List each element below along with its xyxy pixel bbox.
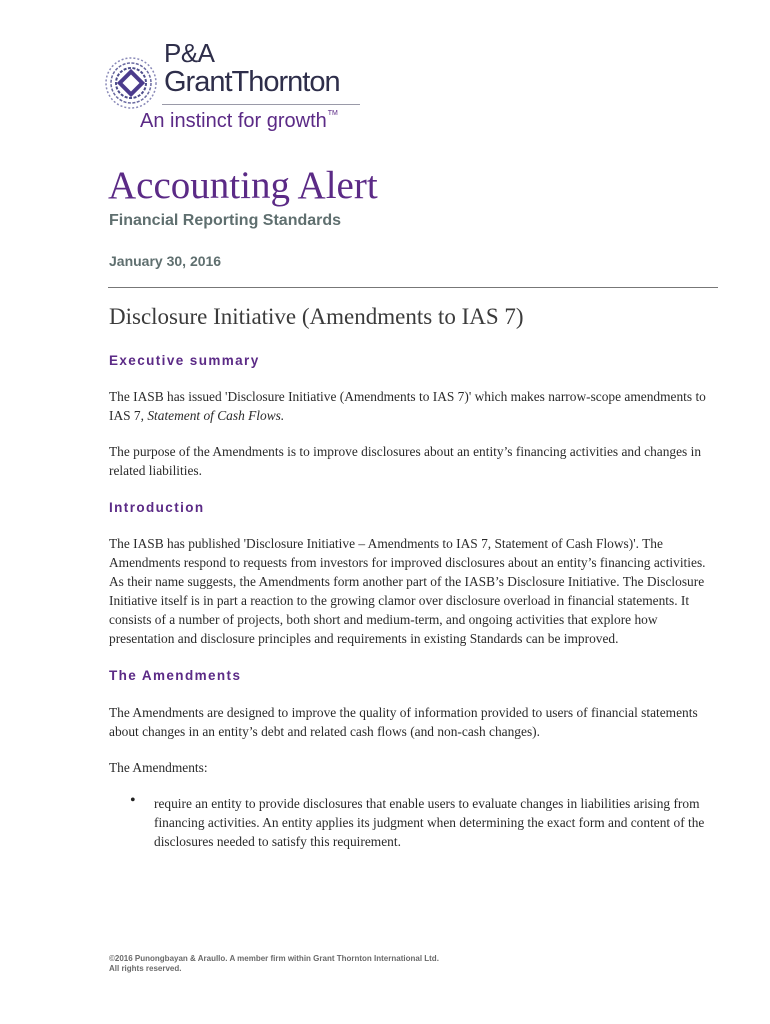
executive-summary-paragraph-2: The purpose of the Amendments is to improve disclosures about an entity’s financing activities and changes in related liabilities. [109, 444, 702, 478]
logo-divider [162, 104, 360, 105]
executive-summary-paragraph-1: The IASB has issued 'Disclosure Initiative (Amendments to IAS 7)' which makes narrow-scope amendments to IAS 7, Statement of Cash Flows. [109, 389, 706, 423]
bullet-icon: • [130, 792, 136, 809]
trademark-mark: TM [327, 110, 338, 117]
section-heading-introduction: Introduction [109, 500, 205, 515]
grant-thornton-logo-icon [104, 56, 158, 110]
document-title: Disclosure Initiative (Amendments to IAS 7) [109, 304, 524, 329]
alert-subtitle: Financial Reporting Standards [109, 212, 342, 229]
company-logo [104, 38, 374, 138]
logo-line1: P&A [164, 38, 215, 68]
alert-title: Accounting Alert [108, 164, 378, 207]
section-heading-the-amendments: The Amendments [109, 668, 242, 683]
introduction-paragraph: The IASB has published 'Disclosure Initiative – Amendments to IAS 7, Statement of Cash Flows)'. The Amendments respond to requests from investors for improved disclosures about an entity’s financing activities. As their name suggests, the Amendments form another part of the IASB’s Disclosure Initiative. The Disclosure Initiative itself is in part a reaction to the growing clamor over disclosure overload in financial statements. It consists of a number of projects, both short and medium-term, and ongoing activities that explore how presentation and disclosure principles and requirements in existing Standards can be improved. [109, 536, 706, 646]
logo-tagline: An instinct for growth™ [140, 110, 338, 132]
footer-rights: All rights reserved. [109, 964, 182, 973]
footer-copyright: ©2016 Punongbayan & Araullo. A member firm within Grant Thornton International Ltd. [109, 954, 439, 963]
section-heading-executive-summary: Executive summary [109, 353, 260, 368]
amendments-paragraph-2: The Amendments: [109, 760, 208, 775]
footer [109, 954, 439, 974]
logo-line2: GrantThornton [164, 66, 340, 98]
amendments-paragraph-1: The Amendments are designed to improve the quality of information provided to users of financial statements about changes in an entity’s debt and related cash flows (and non-cash changes). [109, 705, 698, 739]
alert-date: January 30, 2016 [109, 253, 222, 269]
header-divider [108, 287, 718, 288]
amendments-bullet-item: require an entity to provide disclosures that enable users to evaluate changes in liabilities arising from financing activities. An entity applies its judgment when determining the exact form and content of the disclosures needed to satisfy this requirement. [154, 796, 705, 849]
